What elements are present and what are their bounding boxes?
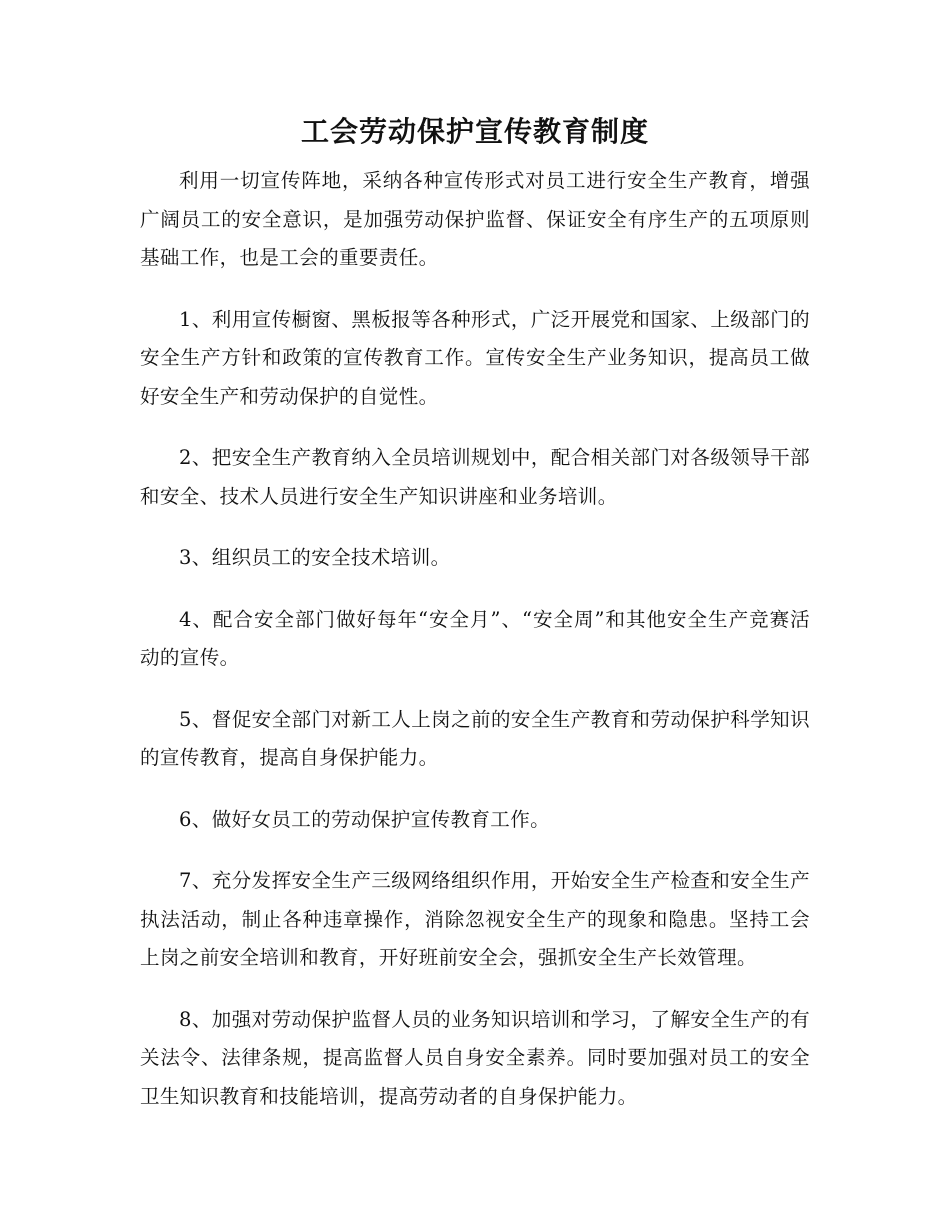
clause-6-paragraph: 6、做好女员工的劳动保护宣传教育工作。	[179, 807, 551, 831]
clause-8-paragraph: 8、加强对劳动保护监督人员的业务知识培训和学习，了解安全生产的有关法令、法律条规，提高监督人员自身安全素养。同时要加强对员工的安全卫生知识教育和技能培训，提高劳动者的自身保护能力。	[140, 1007, 810, 1108]
clause-3-paragraph: 3、组织员工的安全技术培训。	[179, 546, 451, 569]
clause-7-paragraph: 7、充分发挥安全生产三级网络组织作用，开始安全生产检查和安全生产执法活动，制止各种违章操作，消除忽视安全生产的现象和隐患。坚持工会上岗之前安全培训和教育，开好班前安全会，强抓安全生产长效管理。	[140, 869, 810, 969]
document-title: 工会劳动保护宣传教育制度	[300, 115, 649, 148]
clause-4-paragraph: 4、配合安全部门做好每年“安全月”、“安全周”和其他安全生产竞赛活动的宣传。	[140, 607, 810, 669]
clause-5-paragraph: 5、督促安全部门对新工人上岗之前的安全生产教育和劳动保护科学知识的宣传教育，提高自身保护能力。	[140, 707, 810, 769]
clause-1-paragraph: 1、利用宣传橱窗、黑板报等各种形式，广泛开展党和国家、上级部门的安全生产方针和政策的宣传教育工作。宣传安全生产业务知识，提高员工做好安全生产和劳动保护的自觉性。	[140, 307, 810, 408]
clause-2-paragraph: 2、把安全生产教育纳入全员培训规划中，配合相关部门对各级领导干部和安全、技术人员进行安全生产知识讲座和业务培训。	[140, 446, 810, 508]
intro-paragraph: 利用一切宣传阵地，采纳各种宣传形式对员工进行安全生产教育，增强广阔员工的安全意识，是加强劳动保护监督、保证安全有序生产的五项原则基础工作，也是工会的重要责任。	[140, 169, 810, 269]
